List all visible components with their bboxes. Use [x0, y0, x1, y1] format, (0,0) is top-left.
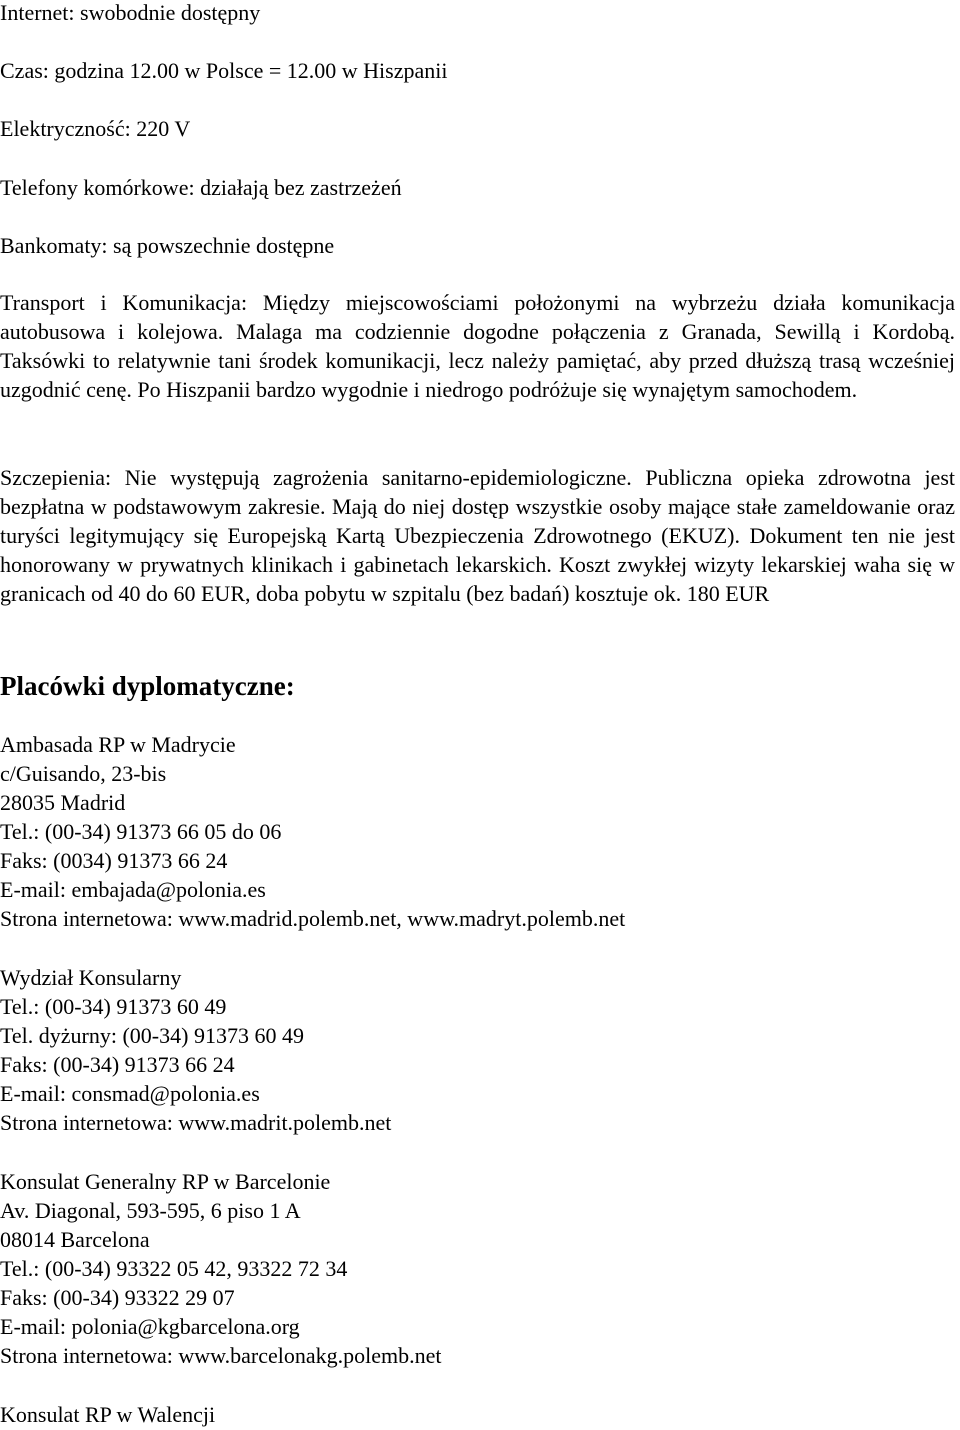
consulate-valencia-name: Konsulat RP w Walencji	[0, 1402, 216, 1427]
diplomatic-heading: Placówki dyplomatyczne:	[0, 671, 295, 701]
embassy-phone: Tel.: (00-34) 91373 66 05 do 06	[0, 819, 282, 844]
consular-dept-fax: Faks: (00-34) 91373 66 24	[0, 1052, 235, 1077]
embassy-name: Ambasada RP w Madrycie	[0, 732, 236, 757]
consulate-barcelona-email: E-mail: polonia@kgbarcelona.org	[0, 1314, 300, 1339]
consular-dept-phone: Tel.: (00-34) 91373 60 49	[0, 994, 227, 1019]
embassy-website: Strona internetowa: www.madrid.polemb.net, www.madryt.polemb.net	[0, 906, 626, 931]
consular-dept-email: E-mail: consmad@polonia.es	[0, 1081, 260, 1106]
embassy-street: c/Guisando, 23-bis	[0, 761, 167, 786]
consular-dept-duty-phone: Tel. dyżurny: (00-34) 91373 60 49	[0, 1023, 304, 1048]
embassy-block	[0, 730, 625, 933]
consulate-barcelona-street: Av. Diagonal, 593-595, 6 piso 1 A	[0, 1198, 301, 1223]
fact-mobile-phones: Telefony komórkowe: działają bez zastrzeżeń	[0, 175, 402, 200]
embassy-fax: Faks: (0034) 91373 66 24	[0, 848, 228, 873]
fact-atms: Bankomaty: są powszechnie dostępne	[0, 233, 335, 258]
consular-dept-block	[0, 963, 391, 1137]
consulate-barcelona-block	[0, 1167, 442, 1370]
consulate-barcelona-phone: Tel.: (00-34) 93322 05 42, 93322 72 34	[0, 1256, 348, 1281]
fact-internet: Internet: swobodnie dostępny	[0, 0, 261, 25]
vaccinations-paragraph: Szczepienia: Nie występują zagrożenia sanitarno-epidemiologiczne. Publiczna opieka zdrowotna jest bezpłatna w podstawowym zakresie. Mają do niej dostęp wszystkie osoby mające stałe zameldowanie oraz turyści legitymujący się Europejską Kartą Ubezpieczenia Zdrowotnego (EKUZ). Dokument ten nie jest honorowany w prywatnych klinikach i gabinetach lekarskich. Koszt zwykłej wizyty lekarskiej waha się w granicach od 40 do 60 EUR, doba pobytu w szpitalu (bez badań) kosztuje ok. 180 EUR	[0, 465, 955, 606]
transport-paragraph: Transport i Komunikacja: Między miejscowościami położonymi na wybrzeżu działa komunikacja autobusowa i kolejowa. Malaga ma codziennie dogodne połączenia z Granada, Sewillą i Kordobą. Taksówki to relatywnie tani środek komunikacji, lecz należy pamiętać, aby przed dłuższą trasą wcześniej uzgodnić cenę. Po Hiszpanii bardzo wygodnie i niedrogo podróżuje się wynajętym samochodem.	[0, 290, 955, 402]
consular-dept-name: Wydział Konsularny	[0, 965, 182, 990]
consulate-barcelona-name: Konsulat Generalny RP w Barcelonie	[0, 1169, 331, 1194]
embassy-email: E-mail: embajada@polonia.es	[0, 877, 266, 902]
consulate-barcelona-city: 08014 Barcelona	[0, 1227, 150, 1252]
consular-dept-website: Strona internetowa: www.madrit.polemb.net	[0, 1110, 392, 1135]
embassy-city: 28035 Madrid	[0, 790, 126, 815]
fact-electricity: Elektryczność: 220 V	[0, 116, 191, 141]
fact-time: Czas: godzina 12.00 w Polsce = 12.00 w Hiszpanii	[0, 58, 448, 83]
consulate-barcelona-website: Strona internetowa: www.barcelonakg.polemb.net	[0, 1343, 442, 1368]
consulate-barcelona-fax: Faks: (00-34) 93322 29 07	[0, 1285, 235, 1310]
